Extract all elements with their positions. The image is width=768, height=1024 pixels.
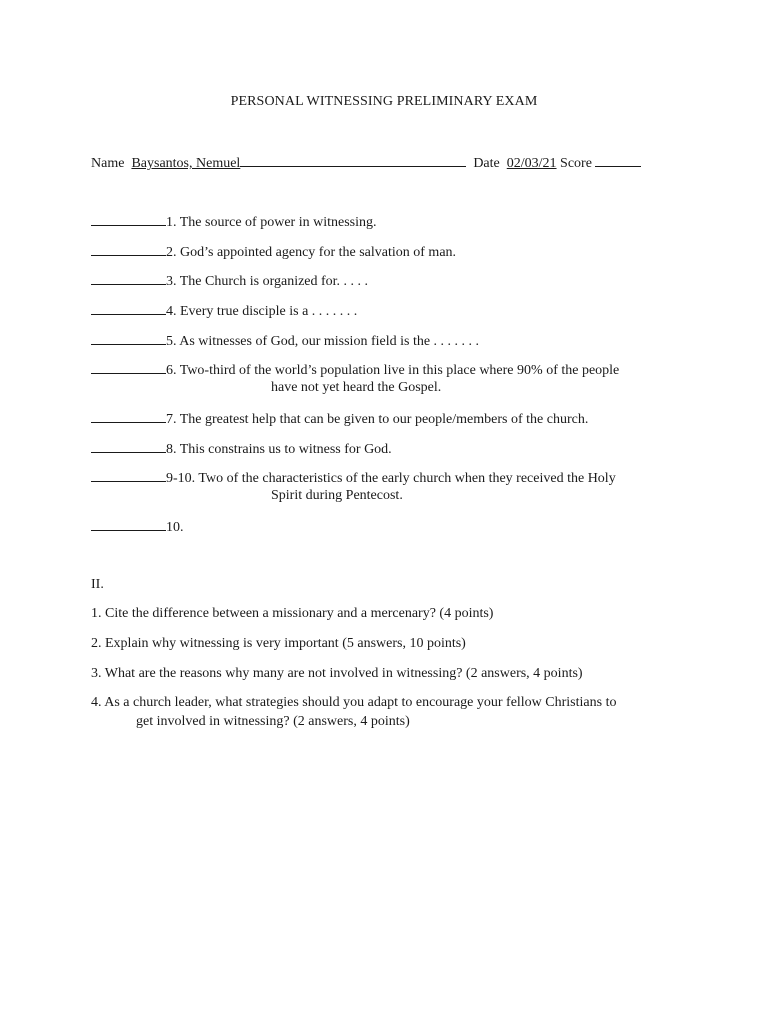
name-label: Name — [91, 156, 125, 171]
question-text: 3. The Church is organized for. . . . . — [166, 274, 369, 289]
question-text: 10. — [166, 520, 184, 535]
score-label: Score — [560, 156, 592, 171]
question-text: 6. Two-third of the world’s population live in this place where 90% of the people — [166, 363, 620, 378]
essay-question-continuation: get involved in witnessing? (2 answers, 4 points) — [136, 714, 410, 729]
name-value: Baysantos, Nemuel — [131, 156, 241, 171]
question-text: 2. God’s appointed agency for the salvation of man. — [166, 245, 457, 260]
question-text: 1. The source of power in witnessing. — [166, 215, 377, 230]
exam-title: PERSONAL WITNESSING PRELIMINARY EXAM — [230, 94, 538, 109]
question-item-5 — [91, 331, 479, 351]
question-item-7 — [91, 409, 588, 429]
question-text: 9-10. Two of the characteristics of the early church when they received the Holy — [166, 471, 616, 486]
question-item-9-10 — [91, 468, 616, 488]
question-text: 8. This constrains us to witness for God. — [166, 442, 392, 457]
question-item-6 — [91, 360, 619, 380]
essay-question-3: 3. What are the reasons why many are not involved in witnessing? (2 answers, 4 points) — [91, 666, 583, 681]
question-item-1 — [91, 212, 376, 232]
name-line — [240, 153, 466, 167]
question-item-8 — [91, 439, 392, 459]
question-item-3 — [91, 271, 368, 291]
answer-blank — [91, 301, 166, 315]
question-text: 4. Every true disciple is a . . . . . . . — [166, 304, 358, 319]
answer-blank — [91, 439, 166, 453]
answer-blank — [91, 360, 166, 374]
answer-blank — [91, 409, 166, 423]
date-value: 02/03/21 — [506, 156, 557, 171]
question-text: 7. The greatest help that can be given to our people/members of the church. — [166, 412, 589, 427]
score-blank — [595, 153, 641, 167]
answer-blank — [91, 242, 166, 256]
answer-blank — [91, 271, 166, 285]
question-item-2 — [91, 242, 456, 262]
essay-question-4: 4. As a church leader, what strategies should you adapt to encourage your fellow Christians to — [91, 695, 617, 710]
exam-header — [91, 153, 641, 173]
question-text: 5. As witnesses of God, our mission field is the . . . . . . . — [166, 334, 480, 349]
question-text-continuation: Spirit during Pentecost. — [271, 488, 403, 503]
essay-question-1: 1. Cite the difference between a missionary and a mercenary? (4 points) — [91, 606, 494, 621]
answer-blank — [91, 468, 166, 482]
question-text-continuation: have not yet heard the Gospel. — [271, 380, 442, 395]
part-2-heading: II. — [91, 577, 104, 592]
question-item-4 — [91, 301, 357, 321]
question-item-10 — [91, 517, 184, 537]
answer-blank — [91, 517, 166, 531]
essay-question-2: 2. Explain why witnessing is very important (5 answers, 10 points) — [91, 636, 466, 651]
date-label: Date — [473, 156, 500, 171]
answer-blank — [91, 212, 166, 226]
answer-blank — [91, 331, 166, 345]
